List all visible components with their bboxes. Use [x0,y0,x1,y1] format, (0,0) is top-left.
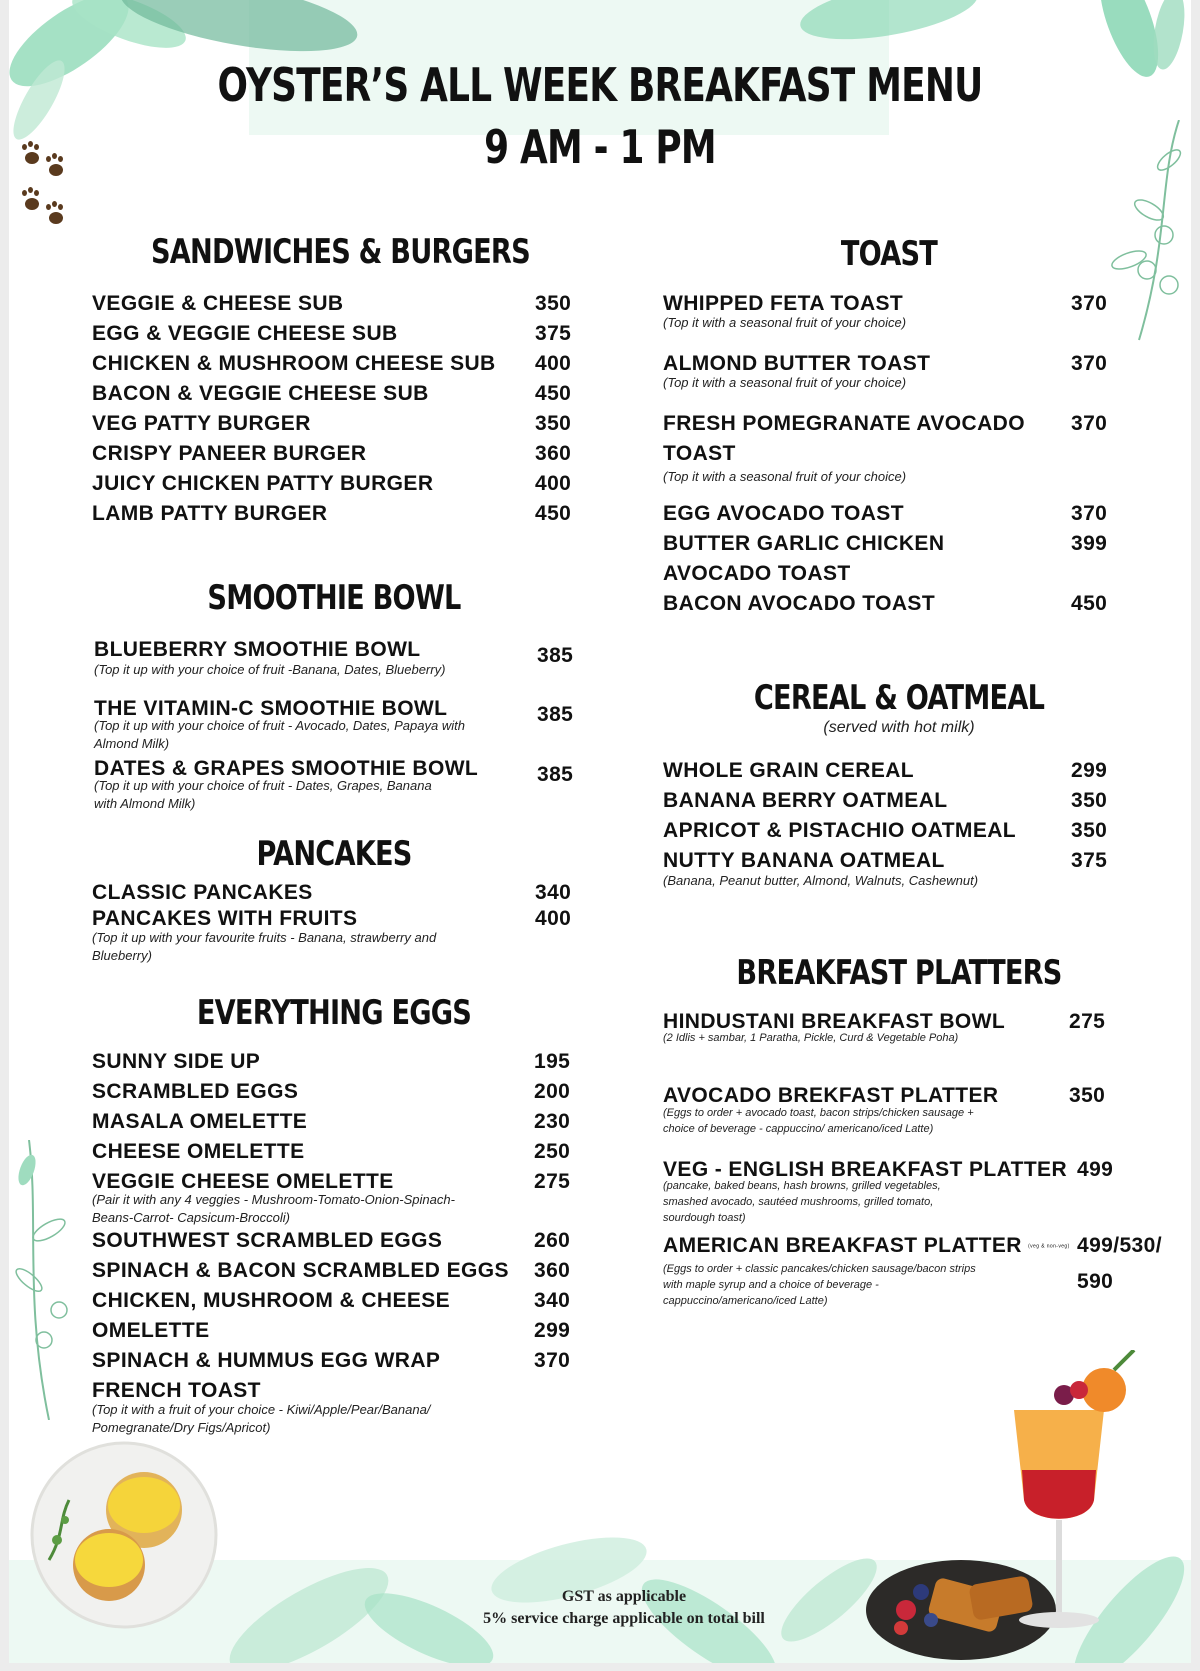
menu-item-note: smashed avocado, sautéed mushrooms, grilled tomato, [663,1196,934,1208]
menu-item-price: 450 [535,382,572,405]
menu-item-note: (Pair it with any 4 veggies - Mushroom-Tomato-Onion-Spinach- [92,1192,455,1207]
eggs-benedict-image [29,1440,219,1630]
menu-item-price: 350 [1071,819,1108,842]
vine-decoration-left [9,1140,99,1420]
menu-item-note: Pomegranate/Dry Figs/Apricot) [92,1420,271,1435]
menu-item-price: 385 [537,703,574,726]
menu-item-note: Almond Milk) [94,736,170,751]
menu-item-price: 230 [534,1110,571,1133]
menu-item-name: SUNNY SIDE UP [92,1050,261,1073]
menu-item-name: VEG - ENGLISH BREAKFAST PLATTER [663,1158,1068,1181]
menu-item-price: 350 [535,292,572,315]
menu-item-price: 499 [1077,1158,1114,1181]
menu-item-name: BACON AVOCADO TOAST [663,592,936,615]
menu-item-price: 200 [534,1080,571,1103]
menu-item-price: 400 [535,352,572,375]
menu-item-name: EGG AVOCADO TOAST [663,502,904,525]
menu-item-note: (Banana, Peanut butter, Almond, Walnuts, Cashewnut) [663,873,979,888]
section-subheading-cereal: (served with hot milk) [823,719,975,736]
menu-item-name: OMELETTE [92,1319,210,1342]
menu-item-price: 370 [1071,502,1108,525]
menu-item-name: MASALA OMELETTE [92,1110,308,1133]
menu-item-price: 499/530/ [1077,1234,1162,1257]
menu-item-name: THE VITAMIN-C SMOOTHIE BOWL [94,697,448,720]
menu-item-price: 299 [1071,759,1108,782]
menu-item-note: sourdough toast) [663,1212,746,1224]
menu-item-name [663,1234,1070,1258]
menu-item-price: 399 [1071,532,1108,555]
menu-item-name: VEG PATTY BURGER [92,412,311,435]
menu-item-price: 400 [535,907,572,930]
menu-item-name: JUICY CHICKEN PATTY BURGER [92,472,434,495]
menu-item-price: 275 [1069,1010,1106,1033]
menu-item-price: 299 [534,1319,571,1342]
menu-item-price: 370 [534,1349,571,1372]
menu-item-price: 375 [1071,849,1108,872]
menu-item-note: (Top it with a fruit of your choice - Kiwi/Apple/Pear/Banana/ [92,1402,431,1417]
menu-item-name: FRENCH TOAST [92,1379,261,1402]
menu-item-name: BLUEBERRY SMOOTHIE BOWL [94,638,421,661]
menu-item-note: with maple syrup and a choice of beverage - [663,1279,879,1291]
section-heading-toast: TOAST [840,234,938,274]
menu-item-note: choice of beverage - cappuccino/ americano/iced Latte) [663,1123,934,1135]
menu-item-price: 370 [1071,352,1108,375]
menu-item-price: 350 [1069,1084,1106,1107]
menu-item-note: (Top it with a seasonal fruit of your choice) [663,469,907,484]
menu-item-price: 340 [534,1289,571,1312]
menu-item-price: 375 [535,322,572,345]
cocktail-image [994,1350,1159,1650]
menu-item-price: 370 [1071,412,1108,435]
menu-item-name: AVOCADO TOAST [663,562,851,585]
section-heading-sandwiches: SANDWICHES & BURGERS [151,232,530,272]
menu-item-name: CHEESE OMELETTE [92,1140,305,1163]
menu-item-name-text: AMERICAN BREAKFAST PLATTER [663,1234,1022,1257]
menu-item-name: CHICKEN & MUSHROOM CHEESE SUB [92,352,496,375]
section-heading-smoothie: SMOOTHIE BOWL [207,578,461,618]
section-heading-eggs: EVERYTHING EGGS [196,993,472,1033]
menu-item-note: (Eggs to order + avocado toast, bacon strips/chicken sausage + [663,1107,974,1119]
service-charge-note: 5% service charge applicable on total bill [483,1610,765,1627]
menu-item-note: Beans-Carrot- Capsicum-Broccoli) [92,1210,290,1225]
menu-item-note: (2 Idlis + sambar, 1 Paratha, Pickle, Curd & Vegetable Poha) [663,1032,959,1044]
menu-item-price: 275 [534,1170,571,1193]
menu-item-name: EGG & VEGGIE CHEESE SUB [92,322,398,345]
menu-item-price: 370 [1071,292,1108,315]
menu-item-note: (Top it up with your choice of fruit - Avocado, Dates, Papaya with [94,718,465,733]
menu-item-name: LAMB PATTY BURGER [92,502,328,525]
menu-item-name: WHOLE GRAIN CEREAL [663,759,915,782]
menu-item-name: WHIPPED FETA TOAST [663,292,904,315]
menu-item-name: SPINACH & BACON SCRAMBLED EGGS [92,1259,509,1282]
menu-item-price: 590 [1077,1270,1114,1293]
menu-item-name: AVOCADO BREKFAST PLATTER [663,1084,999,1107]
menu-item-note: (Top it up with your choice of fruit - Dates, Grapes, Banana [94,778,432,793]
menu-item-price: 450 [1071,592,1108,615]
menu-item-price: 260 [534,1229,571,1252]
menu-item-price: 340 [535,881,572,904]
menu-item-name: SPINACH & HUMMUS EGG WRAP [92,1349,441,1372]
menu-item-price: 350 [1071,789,1108,812]
menu-item-name: VEGGIE & CHEESE SUB [92,292,344,315]
menu-page [9,0,1191,1663]
menu-item-name: TOAST [663,442,736,465]
menu-item-note: (Top it up with your choice of fruit -Banana, Dates, Blueberry) [94,662,446,677]
menu-item-note: (Top it with a seasonal fruit of your choice) [663,315,907,330]
page-title: OYSTER’S ALL WEEK BREAKFAST MENU [217,58,983,112]
menu-item-name: BANANA BERRY OATMEAL [663,789,948,812]
section-heading-platters: BREAKFAST PLATTERS [736,953,1062,993]
section-heading-pancakes: PANCAKES [256,834,412,874]
menu-item-name: HINDUSTANI BREAKFAST BOWL [663,1010,1006,1033]
menu-item-note: (pancake, baked beans, hash browns, grilled vegetables, [663,1180,941,1192]
menu-item-price: 450 [535,502,572,525]
menu-item-name: CHICKEN, MUSHROOM & CHEESE [92,1289,451,1312]
section-heading-cereal: CEREAL & OATMEAL [753,678,1045,718]
menu-item-name: SCRAMBLED EGGS [92,1080,299,1103]
menu-item-note: Blueberry) [92,948,152,963]
menu-item-note: cappuccino/americano/iced Latte) [663,1295,828,1307]
menu-item-name: BUTTER GARLIC CHICKEN [663,532,945,555]
menu-item-note: with Almond Milk) [94,796,196,811]
menu-item-name: PANCAKES WITH FRUITS [92,907,358,930]
veg-nonveg-tag: (veg & non-veg) [1028,1243,1070,1250]
paw-print-icon [17,140,77,230]
menu-item-price: 360 [534,1259,571,1282]
menu-item-name: SOUTHWEST SCRAMBLED EGGS [92,1229,443,1252]
menu-item-name: NUTTY BANANA OATMEAL [663,849,945,872]
menu-item-name: CRISPY PANEER BURGER [92,442,367,465]
vine-decoration-right [1099,120,1191,350]
menu-item-price: 195 [534,1050,571,1073]
menu-item-price: 400 [535,472,572,495]
menu-item-note: (Eggs to order + classic pancakes/chicken sausage/bacon strips [663,1263,976,1275]
menu-item-price: 250 [534,1140,571,1163]
menu-item-name: APRICOT & PISTACHIO OATMEAL [663,819,1017,842]
menu-item-note: (Top it with a seasonal fruit of your choice) [663,375,907,390]
menu-item-name: BACON & VEGGIE CHEESE SUB [92,382,429,405]
menu-item-name: CLASSIC PANCAKES [92,881,313,904]
menu-item-name: FRESH POMEGRANATE AVOCADO [663,412,1025,435]
menu-item-name: ALMOND BUTTER TOAST [663,352,931,375]
menu-item-note: (Top it up with your favourite fruits - Banana, strawberry and [92,930,437,945]
hours-subtitle: 9 AM - 1 PM [484,120,716,174]
gst-note: GST as applicable [561,1588,687,1605]
menu-item-name: DATES & GRAPES SMOOTHIE BOWL [94,757,479,780]
menu-item-price: 360 [535,442,572,465]
menu-item-price: 350 [535,412,572,435]
menu-item-name: VEGGIE CHEESE OMELETTE [92,1170,394,1193]
menu-item-price: 385 [537,763,574,786]
menu-item-price: 385 [537,644,574,667]
